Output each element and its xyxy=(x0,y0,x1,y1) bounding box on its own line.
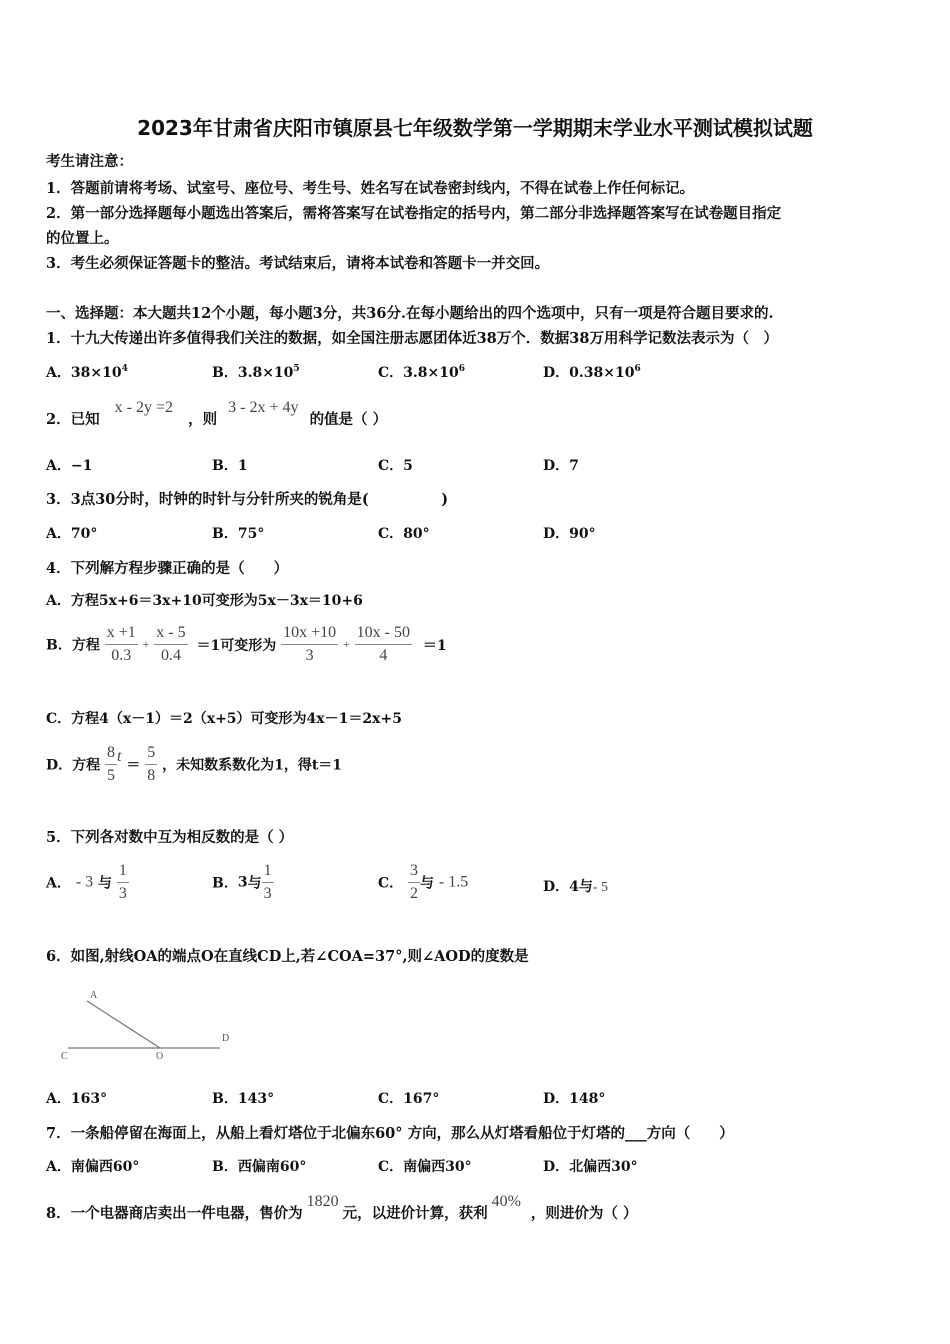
angle-diagram xyxy=(60,985,240,1060)
expression-target: 3 - 2x + 4y xyxy=(228,399,299,416)
question-5-stem: 5．下列各对数中互为相反数的是（ ） xyxy=(46,829,294,846)
question-2-option-b[interactable]: B．1 xyxy=(212,458,248,474)
fraction: $\frac{10x - 50}{4}$ xyxy=(356,624,410,664)
question-1-option-b[interactable]: B．$3.8\times 10^5$ xyxy=(212,364,300,381)
notice-heading: 考生请注意： xyxy=(46,153,133,170)
question-4-option-d[interactable]: D．方程 $\frac{8}{5}$ t ＝ $\frac{5}{8}$ ，未知数系数化为1，得t＝1 xyxy=(46,742,342,787)
question-7-option-d[interactable]: D．北偏西30° xyxy=(543,1159,638,1175)
question-5-option-a[interactable]: A． - 3 与 $\frac{1}{3}$ xyxy=(46,860,129,905)
fraction: $\frac{1}{3}$ xyxy=(263,862,272,902)
question-4-stem: 4．下列解方程步骤正确的是（ ） xyxy=(46,560,289,577)
fraction: $\frac{1}{3}$ xyxy=(118,862,127,902)
question-2-stem: 2．已知 x - 2y =2 ，则 3 - 2x + 4y 的值是（ ） xyxy=(46,399,388,428)
question-3-option-d[interactable]: D．90° xyxy=(543,526,596,542)
fraction: $\frac{10x +10}{3}$ xyxy=(283,624,337,664)
question-7-option-c[interactable]: C．南偏西30° xyxy=(378,1159,472,1175)
question-4-option-a[interactable]: A．方程5x+6＝3x+10可变形为5x－3x＝10+6 xyxy=(46,593,363,609)
question-3-stem: 3．3点30分时，时钟的时针与分针所夹的锐角是( ) xyxy=(46,491,449,508)
question-5-option-d[interactable]: D．4与- 5 xyxy=(543,879,609,895)
question-6-option-b[interactable]: B．143° xyxy=(212,1091,275,1107)
fraction: $\frac{x - 5}{0.4}$ xyxy=(156,624,186,664)
question-3-option-c[interactable]: C．80° xyxy=(378,526,430,542)
question-6-stem: 6．如图,射线OA的端点O在直线CD上,若∠COA=37°,则∠AOD的度数是 xyxy=(46,948,529,965)
question-6-option-a[interactable]: A．163° xyxy=(46,1091,108,1107)
profit-rate: 40% xyxy=(491,1193,521,1210)
page-title: 2023年甘肃省庆阳市镇原县七年级数学第一学期期末学业水平测试模拟试题 xyxy=(137,116,813,140)
fraction: $\frac{5}{8}$ xyxy=(147,744,156,784)
question-2-option-c[interactable]: C．5 xyxy=(378,458,413,474)
question-4-option-c[interactable]: C．方程4（x－1）＝2（x+5）可变形为4x－1＝2x+5 xyxy=(46,711,402,727)
question-6-option-c[interactable]: C．167° xyxy=(378,1091,440,1107)
notice-item-2-cont: 的位置上。 xyxy=(46,230,119,247)
question-3-option-a[interactable]: A．70° xyxy=(46,526,98,542)
equation-given: x - 2y =2 xyxy=(114,399,174,416)
question-7-stem: 7．一条船停留在海面上，从船上看灯塔位于北偏东60° 方向，那么从灯塔看船位于灯塔的___方向（ ） xyxy=(46,1125,734,1142)
question-1-option-d[interactable]: D．$0.38\times 10^6$ xyxy=(543,364,641,381)
question-1-option-a[interactable]: A．$38\times 10^4$ xyxy=(46,364,128,381)
notice-item-3: 3．考生必须保证答题卡的整洁。考试结束后，请将本试卷和答题卡一并交回。 xyxy=(46,255,550,272)
section-heading: 一、选择题：本大题共12个小题，每小题3分，共36分.在每小题给出的四个选项中，只有一项是符合题目要求的. xyxy=(46,305,774,322)
question-7-option-a[interactable]: A．南偏西60° xyxy=(46,1159,140,1175)
label-c: C xyxy=(61,1051,68,1060)
question-5-option-b[interactable]: B．3与 $\frac{1}{3}$ xyxy=(212,860,274,905)
fraction: $\frac{x +1}{0.3}$ xyxy=(106,624,136,664)
question-5-option-c[interactable]: C． $\frac{3}{2}$ 与 - 1.5 xyxy=(378,860,468,905)
question-1-option-c[interactable]: C．$3.8\times 10^6$ xyxy=(378,364,465,381)
label-a: A xyxy=(90,990,98,1001)
question-2-option-a[interactable]: A．−1 xyxy=(46,458,93,474)
question-3-option-b[interactable]: B．75° xyxy=(212,526,265,542)
question-8-stem: 8．一个电器商店卖出一件电器，售价为1820元，以进价计算，获利40%，则进价为（ ） xyxy=(46,1193,638,1222)
question-7-option-b[interactable]: B．西偏南60° xyxy=(212,1159,307,1175)
question-2-option-d[interactable]: D．7 xyxy=(543,458,579,474)
price-value: 1820 xyxy=(306,1193,339,1210)
question-1-stem: 1．十九大传递出许多值得我们关注的数据，如全国注册志愿团体近38万个．数据38万用科学记数法表示为（ ） xyxy=(46,330,778,347)
notice-item-1: 1．答题前请将考场、试室号、座位号、考生号、姓名写在试卷密封线内，不得在试卷上作任何标记。 xyxy=(46,180,695,197)
question-4-option-b[interactable]: B．方程 $\frac{x +1}{0.3}$ + $\frac{x - 5}{0.4}$ ＝1可变形为 $\frac{10x +10}{3}$ + $\frac{10x - 50}{4}$ ＝1 xyxy=(46,622,447,667)
fraction: $\frac{3}{2}$ xyxy=(410,862,419,902)
fraction: $\frac{8}{5}$ xyxy=(107,744,116,784)
question-6-option-d[interactable]: D．148° xyxy=(543,1091,606,1107)
label-o: O xyxy=(156,1051,164,1060)
notice-item-2: 2．第一部分选择题每小题选出答案后，需将答案写在试卷指定的括号内，第二部分非选择题答案写在试卷题目指定 xyxy=(46,205,782,222)
label-d: D xyxy=(222,1033,230,1044)
